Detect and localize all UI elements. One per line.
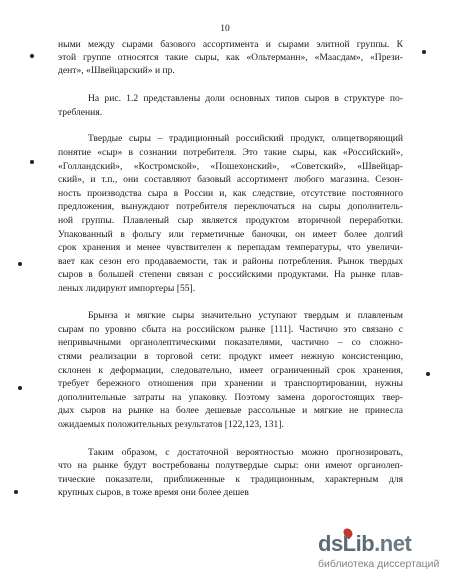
watermark-brand: dsLib [318, 531, 375, 556]
text-line: На рис. 1.2 представлены доли основных типов сыров в структуре по- [88, 93, 403, 104]
margin-dot [426, 372, 430, 376]
watermark-tld: .net [374, 531, 412, 556]
text-line: предложения, вынуждают потребителя переключаться на сыры дополнитель- [58, 201, 403, 212]
text-line: срок хранения и менее чувствителен к перепадам температуры, что увеличи- [58, 242, 403, 253]
margin-dot [30, 54, 34, 58]
dslib-watermark-logo [318, 532, 448, 578]
margin-dot [30, 160, 34, 164]
text-line: «Голландский», «Костромской», «Пошехонский», «Советский», «Швейцар- [58, 161, 403, 172]
text-line: дополнительные затраты на упаковку. Поэтому замена дорогостоящих твер- [58, 392, 403, 403]
text-line: ский», и т.п., они составляют базовый ассортимент любого магазина. Сезон- [58, 174, 403, 185]
text-line: этой группе относятся такие сыры, как «Ольтерманн», «Маасдам», «Прези- [58, 52, 403, 63]
text-line: крупных сыров, в тоже время они более дешев [58, 487, 249, 498]
text-line: стями реализации в торговой сети: продукт имеет нежную консистенцию, [58, 351, 403, 362]
text-line: леных лидируют импортеры [55]. [58, 283, 196, 294]
margin-dot [18, 386, 22, 390]
text-line: Таким образом, с достаточной вероятностью можно прогнозировать, [88, 447, 403, 458]
text-line: дент», «Швейцарский» и пр. [58, 65, 175, 76]
text-line: ожидаемых положительных результатов [122,123, 131]. [58, 419, 284, 430]
watermark-tagline: библиотека диссертаций [318, 558, 440, 570]
text-line: Упакованный в фольгу или герметичные баночки, он имеет более долгий [58, 229, 403, 240]
text-line: ность производства сыра в России и, как следствие, отсутствие постоянного [58, 188, 403, 199]
margin-dot [14, 490, 18, 494]
text-line: вает как сезон его продаваемости, так и районы потребления. Рынок твердых [58, 256, 403, 267]
text-line: дых сыров на рынке на более дешевые рассольные и мягкие не принесла [58, 405, 403, 416]
text-line: требления. [58, 107, 103, 118]
text-line: понятие «сыр» в сознании потребителя. Это такие сыры, как «Российский», [58, 147, 403, 158]
margin-dot [422, 50, 426, 54]
text-line: сырам по уровню сбыта на российском рынке [111]. Частично это связано с [58, 324, 403, 335]
text-line: Твердые сыры – традиционный российский продукт, олицетворяющий [88, 133, 403, 144]
text-line: что на рынке будут востребованы полутвердые сыры: они имеют органолеп- [58, 460, 403, 471]
text-line: требует бережного отношения при хранении и транспортировании, нужны [58, 378, 403, 389]
text-line: непривычными органолептическими показателями, частично – со сложно- [58, 337, 403, 348]
text-line: ной группы. Плавленый сыр является продуктом вторичной переработки. [58, 215, 403, 226]
margin-dot [18, 262, 22, 266]
text-line: Брынза и мягкие сыры значительно уступают твердым и плавленым [88, 310, 403, 321]
text-line: тические показатели, приближенные к традиционным, характерным для [58, 474, 403, 485]
page-number: 10 [220, 24, 230, 34]
text-line: сыров в большей степени связан с российскими продуктами. На рынке плав- [58, 269, 403, 280]
text-line: ными между сырами базового ассортимента и сырами элитной группы. К [58, 39, 403, 50]
text-line: склонен к деформации, следовательно, имеет ограниченный срок хранения, [58, 365, 403, 376]
